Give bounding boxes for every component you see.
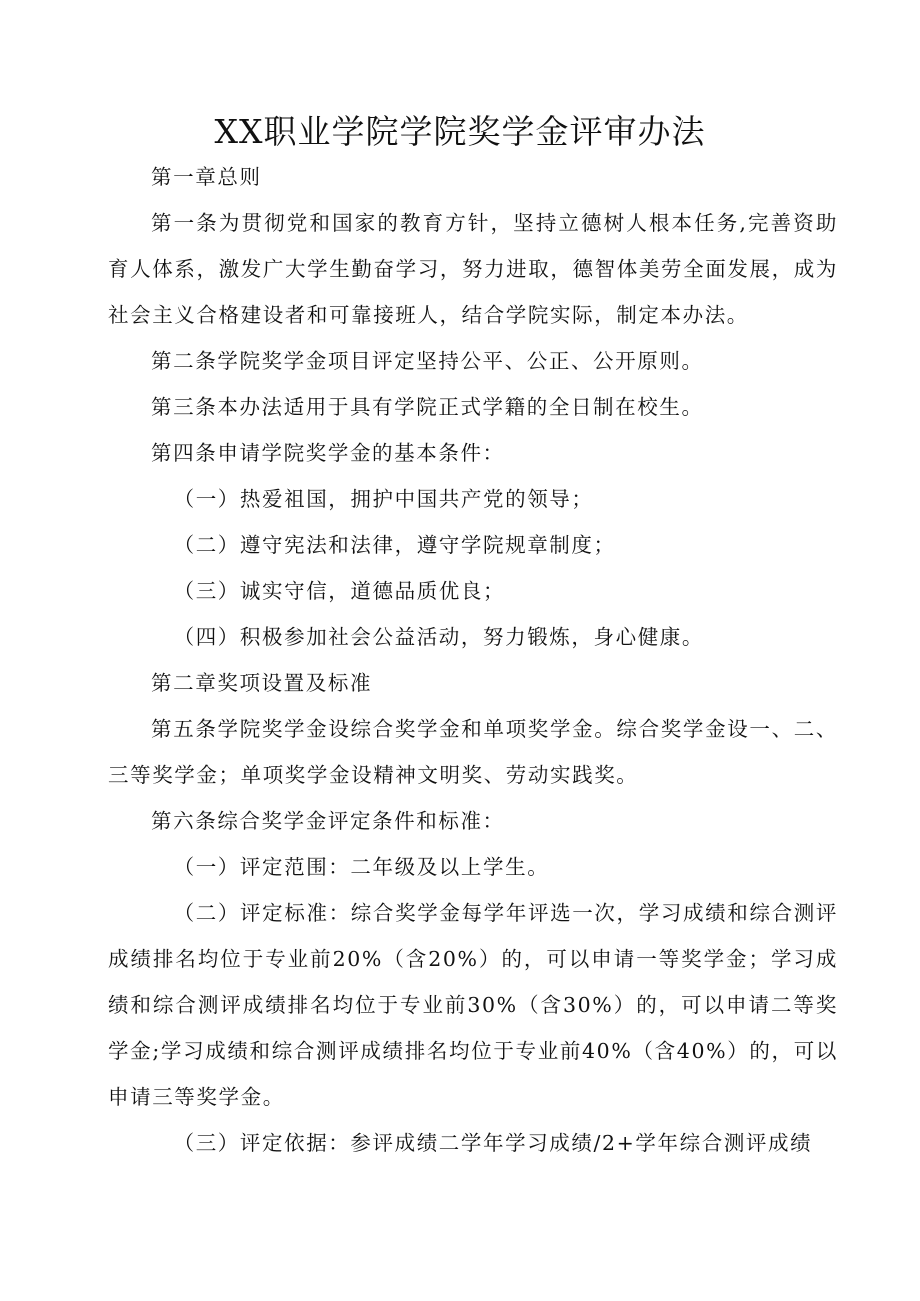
document-title: XX职业学院学院奖学金评审办法 xyxy=(214,112,706,151)
document-body xyxy=(108,154,838,1166)
chapter-heading: 第一章总则 xyxy=(151,165,262,189)
chapter-heading: 第二章奖项设置及标准 xyxy=(151,671,373,695)
paragraph: 第六条综合奖学金评定条件和标准： xyxy=(151,809,505,833)
list-item: （二）遵守宪法和法律，遵守学院规章制度； xyxy=(173,533,616,557)
paragraph: 第一条为贯彻党和国家的教育方针，坚持立德树人根本任务,完善资助育人体系，激发广大学生勤奋学习，努力进取，德智体美劳全面发展，成为社会主义合格建设者和可靠接班人，结合学院实际，制定本办法。 xyxy=(108,211,838,327)
paragraph: 第三条本办法适用于具有学院正式学籍的全日制在校生。 xyxy=(151,395,704,419)
list-item: （四）积极参加社会公益活动，努力锻炼，身心健康。 xyxy=(173,625,704,649)
list-item: （三）评定依据：参评成绩二学年学习成绩/2+学年综合测评成绩 xyxy=(173,1131,813,1155)
list-item: （三）诚实守信，道德品质优良； xyxy=(173,579,506,603)
paragraph: 第五条学院奖学金设综合奖学金和单项奖学金。综合奖学金设一、二、三等奖学金；单项奖学金设精神文明奖、劳动实践奖。 xyxy=(108,717,838,787)
list-item: （二）评定标准：综合奖学金每学年评选一次，学习成绩和综合测评成绩排名均位于专业前20%（含20%）的，可以申请一等奖学金；学习成绩和综合测评成绩排名均位于专业前30%（含30%）的，可以申请二等奖学金;学习成绩和综合测评成绩排名均位于专业前40%（含40%）的，可以申请三等奖学金。 xyxy=(108,901,838,1109)
paragraph: 第四条申请学院奖学金的基本条件： xyxy=(151,441,505,465)
list-item: （一）热爱祖国，拥护中国共产党的领导； xyxy=(173,487,594,511)
list-item: （一）评定范围：二年级及以上学生。 xyxy=(173,855,550,879)
paragraph: 第二条学院奖学金项目评定坚持公平、公正、公开原则。 xyxy=(151,349,704,373)
